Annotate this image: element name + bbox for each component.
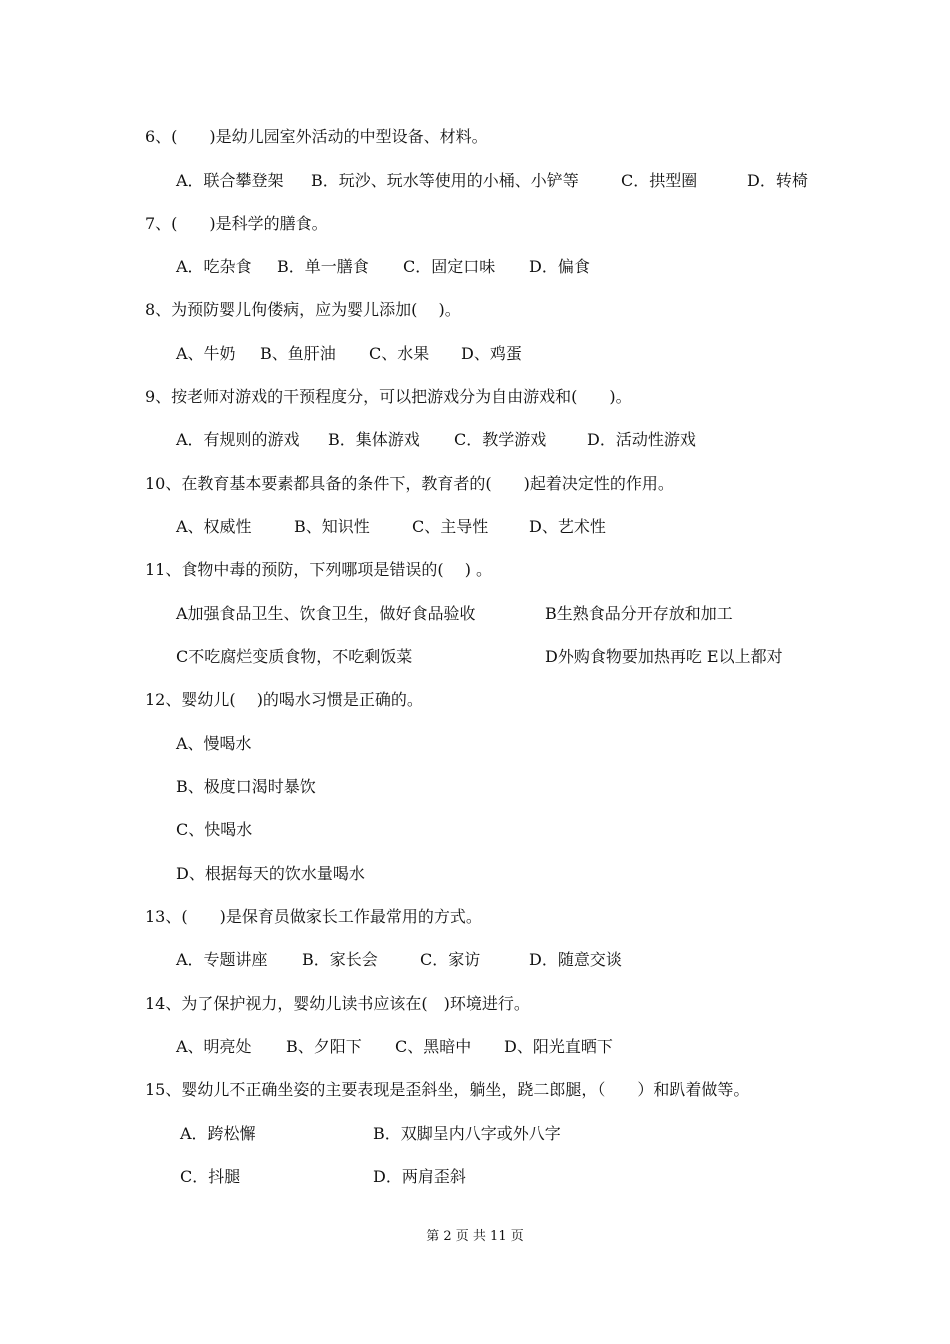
question-7-option-d: D．偏食: [529, 257, 590, 276]
question-10-option-d: D、艺术性: [529, 517, 606, 536]
question-6-option-d: D．转椅: [747, 171, 808, 190]
question-9-option-c: C．教学游戏: [454, 430, 547, 449]
question-9-stem: 9、按老师对游戏的干预程度分，可以把游戏分为自由游戏和( )。: [145, 387, 632, 406]
question-6-option-c: C．拱型圈: [621, 171, 698, 190]
question-11-option-a: A加强食品卫生、饮食卫生，做好食品验收: [176, 604, 476, 623]
question-6-stem: 6、( )是幼儿园室外活动的中型设备、材料。: [145, 127, 488, 146]
question-10-option-a: A、权威性: [176, 517, 252, 536]
question-9-option-a: A．有规则的游戏: [176, 430, 300, 449]
question-8-option-d: D、鸡蛋: [461, 344, 522, 363]
question-6-option-a: A．联合攀登架: [176, 171, 284, 190]
question-7-option-c: C．固定口味: [403, 257, 496, 276]
question-14-stem: 14、为了保护视力，婴幼儿读书应该在( )环境进行。: [145, 994, 530, 1013]
question-9-option-d: D．活动性游戏: [587, 430, 696, 449]
question-11-option-c: C不吃腐烂变质食物，不吃剩饭菜: [176, 647, 413, 666]
question-15-option-d: D．两肩歪斜: [373, 1167, 466, 1186]
question-10-option-c: C、主导性: [412, 517, 489, 536]
question-12-stem: 12、婴幼儿( )的喝水习惯是正确的。: [145, 690, 423, 709]
question-8-option-c: C、水果: [369, 344, 430, 363]
question-15-option-b: B．双脚呈内八字或外八字: [373, 1124, 561, 1143]
question-12-option-d: D、根据每天的饮水量喝水: [176, 864, 365, 883]
question-15-option-c: C．抖腿: [180, 1167, 241, 1186]
question-13-stem: 13、( )是保育员做家长工作最常用的方式。: [145, 907, 482, 926]
question-13-option-d: D．随意交谈: [529, 950, 622, 969]
question-8-option-a: A、牛奶: [176, 344, 236, 363]
question-14-option-b: B、夕阳下: [286, 1037, 362, 1056]
question-9-option-b: B．集体游戏: [328, 430, 420, 449]
question-15-stem: 15、婴幼儿不正确坐姿的主要表现是歪斜坐，躺坐，跷二郎腿，（ ）和趴着做等。: [145, 1080, 750, 1099]
page-number-footer: 第 2 页 共 11 页: [426, 1229, 524, 1244]
question-12-option-c: C、快喝水: [176, 820, 253, 839]
question-14-option-d: D、阳光直晒下: [504, 1037, 613, 1056]
question-15-option-a: A．跨松懈: [180, 1124, 256, 1143]
question-14-option-c: C、黑暗中: [395, 1037, 472, 1056]
question-13-option-a: A．专题讲座: [176, 950, 268, 969]
question-13-option-b: B．家长会: [302, 950, 378, 969]
question-14-option-a: A、明亮处: [176, 1037, 252, 1056]
question-7-option-b: B．单一膳食: [277, 257, 369, 276]
question-11-stem: 11、食物中毒的预防，下列哪项是错误的( ) 。: [145, 560, 493, 579]
question-8-stem: 8、为预防婴儿佝偻病，应为婴儿添加( )。: [145, 300, 461, 319]
question-11-option-d: D外购食物要加热再吃 E以上都对: [545, 647, 783, 666]
question-8-option-b: B、鱼肝油: [260, 344, 336, 363]
question-12-option-a: A、慢喝水: [176, 734, 252, 753]
question-11-option-b: B生熟食品分开存放和加工: [545, 604, 733, 623]
question-6-option-b: B．玩沙、玩水等使用的小桶、小铲等: [311, 171, 579, 190]
question-10-stem: 10、在教育基本要素都具备的条件下，教育者的( )起着决定性的作用。: [145, 474, 674, 493]
question-13-option-c: C．家访: [420, 950, 481, 969]
question-7-stem: 7、( )是科学的膳食。: [145, 214, 328, 233]
question-7-option-a: A．吃杂食: [176, 257, 252, 276]
question-12-option-b: B、极度口渴时暴饮: [176, 777, 316, 796]
question-10-option-b: B、知识性: [294, 517, 370, 536]
